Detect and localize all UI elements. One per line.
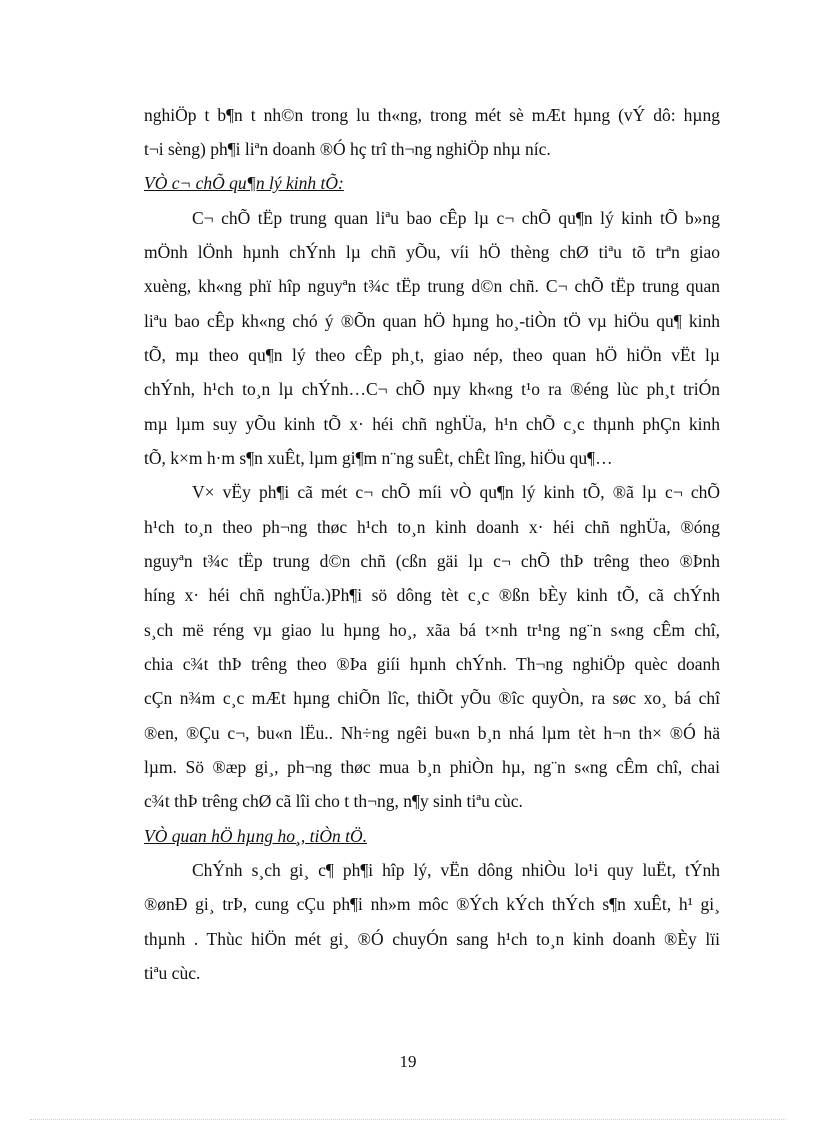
paragraph-line: C¬ chÕ tËp trung quan liªu bao cÊp lµ c¬ chÕ qu¶n lý kinh tÕ b»ng [192,208,720,228]
paragraph-line: c¾t thÞ trêng chØ cã lîi cho t th¬ng, n¶y sinh tiªu cùc. [144,791,523,811]
paragraph-line: tiªu cùc. [144,963,201,983]
paragraph-line: lµm. Sö ®æp gi¸, ph¬ng thøc mua b¸n phiÒn hµ, ng¨n s«ng cÊm chî, chai [144,757,720,777]
paragraph-line: mµ lµm suy yÕu kinh tÕ x· héi chñ nghÜa, h¹n chÕ c¸c thµnh phÇn kinh [144,414,720,434]
paragraph-line: xuèng, kh«ng phï hîp nguyªn t¾c tËp trung d©n chñ. C¬ chÕ tËp trung quan [144,276,720,296]
paragraph-line: V× vËy ph¶i cã mét c¬ chÕ míi vÒ qu¶n lý kinh tÕ, ®ã lµ c¬ chÕ [192,482,720,502]
paragraph-line: s¸ch më réng vµ giao lu hµng ho¸, xãa bá t×nh tr¹ng ng¨n s«ng cÊm chî, [144,620,720,640]
paragraph-line: ChÝnh s¸ch gi¸ c¶ ph¶i hîp lý, vËn dông nhiÒu lo¹i quy luËt, tÝnh [192,860,720,880]
paragraph-line: híng x· héi chñ nghÜa.)Ph¶i sö dông tèt c¸c ®ßn bÈy kinh tÕ, cã chÝnh [144,585,720,605]
section-heading: VÒ c¬ chÕ qu¶n lý kinh tÕ: [144,173,344,193]
paragraph-line: tÕ, mµ theo qu¶n lý theo cÊp ph¸t, giao nép, theo quan hÖ hiÖn vËt lµ [144,345,720,365]
paragraph-line: t¬i sèng) ph¶i liªn doanh ®Ó hç trî th¬ng nghiÖp nhµ níc. [144,139,551,159]
paragraph-line: tÕ, k×m h·m s¶n xuÊt, lµm gi¶m n¨ng suÊt, chÊt lîng, hiÖu qu¶… [144,448,613,468]
paragraph-line: chia c¾t thÞ trêng theo ®Þa giíi hµnh chÝnh. Th¬ng nghiÖp quèc doanh [144,654,720,674]
paragraph-line: cÇn n¾m c¸c mÆt hµng chiÕn lîc, thiÕt yÕu ®îc quyÒn, ra søc xo¸ bá chî [144,688,720,708]
paragraph-line: mÖnh lÖnh hµnh chÝnh lµ chñ yÕu, víi hÖ thèng chØ tiªu tõ trªn giao [144,242,720,262]
paragraph-line: h¹ch to¸n theo ph¬ng thøc h¹ch to¸n kinh doanh x· héi chñ nghÜa, ®óng [144,517,720,537]
paragraph-line: ®ønÐ gi¸ trÞ, cung cÇu ph¶i nh»m môc ®Ých kÝch thÝch s¶n xuÊt, h¹ gi¸ [144,894,720,914]
paragraph-line: chÝnh, h¹ch to¸n lµ chÝnh…C¬ chÕ nµy kh«ng t¹o ra ®éng lùc ph¸t triÓn [144,379,720,399]
section-heading: VÒ quan hÖ hµng ho¸, tiÒn tÖ. [144,826,367,846]
page-number: 19 [399,1052,417,1071]
paragraph-line: nghiÖp t b¶n t nh©n trong lu th«ng, trong mét sè mÆt hµng (vÝ dô: hµng [144,105,720,125]
paragraph-line: thµnh . Thùc hiÖn mét gi¸ ®Ó chuyÓn sang h¹ch to¸n kinh doanh ®Èy lïi [144,929,720,949]
paragraph-line: liªu bao cÊp kh«ng chó ý ®Õn quan hÖ hµng ho¸-tiÒn tÖ vµ hiÖu qu¶ kinh [144,311,720,331]
page-bottom-divider [30,1119,786,1120]
paragraph-line: ®en, ®Çu c¬, bu«n lËu.. Nh÷ng ngêi bu«n b¸n nhá lµm tèt h¬n th× ®Ó hä [144,723,720,743]
paragraph-line: nguyªn t¾c tËp trung d©n chñ (cßn gäi lµ c¬ chÕ thÞ trêng theo ®Þnh [144,551,720,571]
